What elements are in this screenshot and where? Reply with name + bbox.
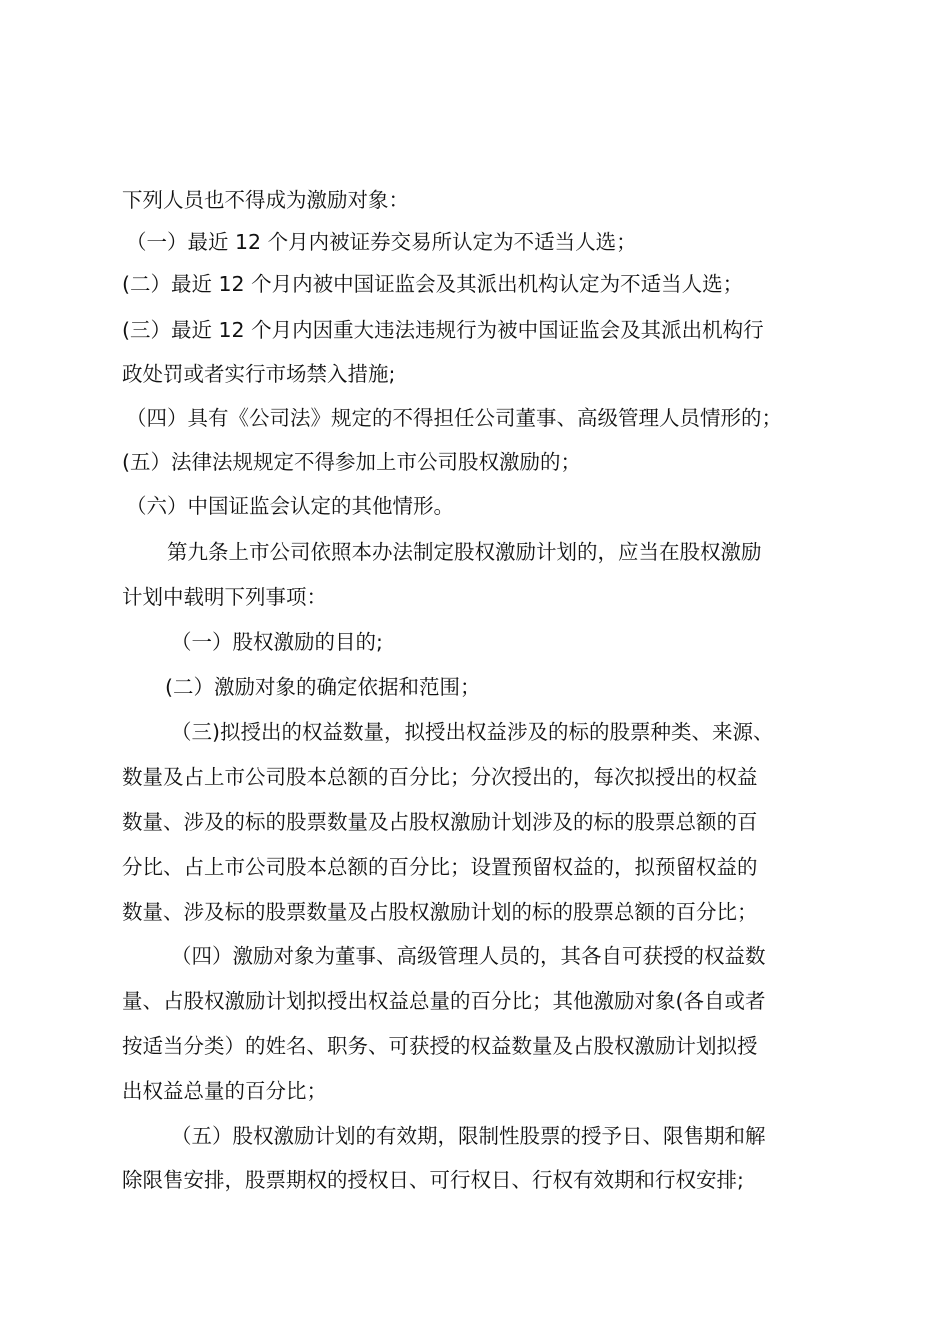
text-line-23: 除限售安排，股票期权的授权日、可行权日、行权有效期和行权安排;	[122, 1168, 744, 1192]
text-line-1: 下列人员也不得成为激励对象：	[122, 188, 409, 212]
text-line-21: 出权益总量的百分比；	[122, 1079, 327, 1103]
text-line-6: （四）具有《公司法》规定的不得担任公司董事、高级管理人员情形的；	[126, 406, 782, 430]
text-line-2: （一）最近 12 个月内被证券交易所认定为不适当人选；	[126, 230, 637, 254]
text-line-18: （四）激励对象为董事、高级管理人员的，其各自可获授的权益数	[171, 944, 766, 968]
text-line-19: 量、占股权激励计划拟授出权益总量的百分比；其他激励对象(各自或者	[122, 989, 766, 1013]
text-line-15: 数量、涉及的标的股票数量及占股权激励计划涉及的标的股票总额的百	[122, 810, 758, 834]
text-line-8: （六）中国证监会认定的其他情形。	[126, 494, 454, 518]
text-line-20: 按适当分类）的姓名、职务、可获授的权益数量及占股权激励计划拟授	[122, 1034, 758, 1058]
text-line-5: 政处罚或者实行市场禁入措施;	[122, 362, 396, 386]
text-line-11: （一）股权激励的目的;	[171, 630, 383, 654]
text-line-4: (三）最近 12 个月内因重大违法违规行为被中国证监会及其派出机构行	[122, 318, 764, 342]
text-line-12: (二）激励对象的确定依据和范围；	[165, 675, 481, 699]
text-line-9: 第九条上市公司依照本办法制定股权激励计划的，应当在股权激励	[167, 540, 762, 564]
text-line-7: (五）法律法规规定不得参加上市公司股权激励的；	[122, 450, 581, 474]
text-line-14: 数量及占上市公司股本总额的百分比；分次授出的，每次拟授出的权益	[122, 765, 758, 789]
text-line-22: （五）股权激励计划的有效期，限制性股票的授予日、限售期和解	[171, 1124, 766, 1148]
text-line-17: 数量、涉及标的股票数量及占股权激励计划的标的股票总额的百分比；	[122, 900, 758, 924]
text-line-16: 分比、占上市公司股本总额的百分比；设置预留权益的，拟预留权益的	[122, 855, 758, 879]
text-line-13: （三)拟授出的权益数量，拟授出权益涉及的标的股票种类、来源、	[171, 720, 774, 744]
text-line-10: 计划中载明下列事项：	[122, 585, 327, 609]
text-line-3: (二）最近 12 个月内被中国证监会及其派出机构认定为不适当人选；	[122, 272, 744, 296]
